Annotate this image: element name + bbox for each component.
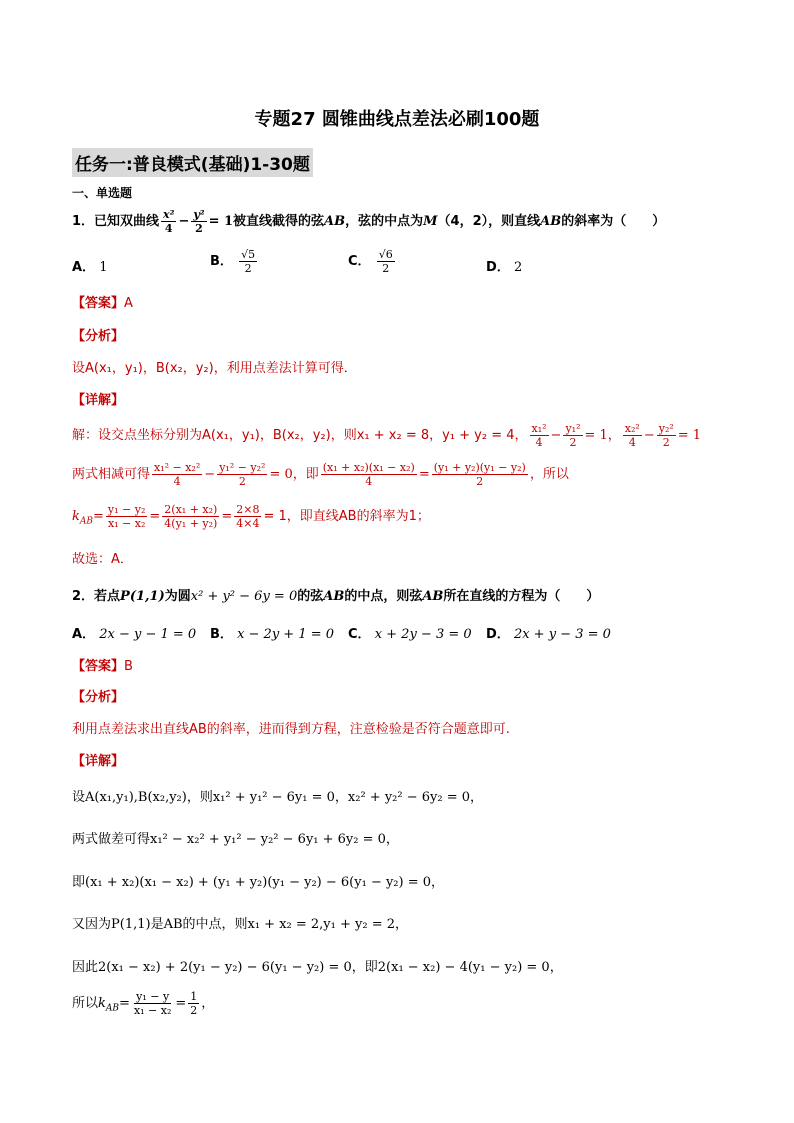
q2-detail-tag: 【详解】 [72,754,125,769]
question-2-stem: 2．若点P(1,1)为圆x² + y² − 6y = 0的弦AB的中点，则弦AB所在直线的方程为（ ） [72,589,600,604]
q1-detail-line-3: $k_{AB}=$ $\frac{\text{y₁ − y₂}}{\text{x₁ − x₂}}$ = $\frac{\text{2(x₁ + x₂)}}{\text{4(y₁ + y₂)}}$ = $\frac{2\times 8}{4\times 4}$ = 1，即直线AB的斜率为1； [72,503,430,530]
q1-option-c[interactable]: C． $\frac{√6}{2}$ [348,248,393,275]
q1-detail-line-2: 两式相减可得 $\frac{\text{x₁² − x₂²}}{4}$ − $\frac{\text{y₁² − y₂²}}{2}$ = 0，即 $\frac{\text{(x₁ + x₂)(x₁ − x₂)}}{4}$ = $\frac{\text{(y₁ + y₂)(y₁ − y₂)}}{2}$ ，所以 [72,461,569,488]
q2-analysis: 利用点差法求出直线AB的斜率，进而得到方程，注意检验是否符合题意即可. [72,722,510,737]
page-title: 专题27 圆锥曲线点差法必刷100题 [254,109,540,130]
q2-step-1: 设A(x₁,y₁),B(x₂,y₂)，则x₁² + y₁² − 6y₁ = 0，x₂² + y₂² − 6y₂ = 0， [72,790,484,805]
q2-analysis-tag: 【分析】 [72,690,125,705]
q2-step-3: 即(x₁ + x₂)(x₁ − x₂) + (y₁ + y₂)(y₁ − y₂) − 6(y₁ − y₂) = 0， [72,875,445,890]
q2-answer: 【答案】B [72,659,133,674]
q1-analysis-tag: 【分析】 [72,329,125,344]
q1-choose: 故选：A． [72,552,133,567]
section-heading: 一、单选题 [72,186,133,200]
q2-step-4: 又因为P(1,1)是AB的中点，则x₁ + x₂ = 2,y₁ + y₂ = 2， [72,917,409,932]
q2-step-2: 两式做差可得x₁² − x₂² + y₁² − y₂² − 6y₁ + 6y₂ = 0， [72,832,399,847]
q2-option-d[interactable]: D． 2x + y − 3 = 0 [486,627,611,642]
q1-detail-line-1: 解：设交点坐标分别为A(x₁，y₁)，B(x₂，y₂)，则x₁ + x₂ = 8，y₁ + y₂ = 4， $\frac{\text{x₁²}}{4}$ − $\frac{\text{y₁²}}{2}$ = 1， $\frac{\text{x₂²}}{4}$ − $\frac{\text{y₂²}}{2}$ = 1 [72,422,702,449]
q1-detail-tag: 【详解】 [72,393,125,408]
q2-step-5: 因此2(x₁ − x₂) + 2(y₁ − y₂) − 6(y₁ − y₂) = 0，即2(x₁ − x₂) − 4(y₁ − y₂) = 0， [72,960,563,975]
q1-option-b[interactable]: B． $\frac{√5}{2}$ [210,248,256,275]
q2-option-b[interactable]: B． x − 2y + 1 = 0 [210,627,335,642]
task-heading: 任务一:普良模式(基础)1-30题 [72,148,313,177]
q1-answer: 【答案】A [72,296,133,311]
q1-option-a[interactable]: A． 1 [72,260,108,275]
q1-frac-x: $\frac{\text{x²}}{4}$ [163,208,175,235]
question-1-stem: 1．已知双曲线 $\frac{\text{x²}}{4}$ − $\frac{\text{y²}}{2}$ = 1被直线截得的弦AB，弦的中点为M（4，2），则直线AB的斜率为（ ） [72,208,666,235]
q2-option-a[interactable]: A． 2x − y − 1 = 0 [72,627,197,642]
q2-option-c[interactable]: C． x + 2y − 3 = 0 [348,627,472,642]
q2-step-6: 所以$k_{AB}=$ $\frac{\text{y₁ − y}}{\text{x₁ − x₂}}$ = $\frac{1}{2}$ ， [72,990,215,1017]
q1-analysis: 设A(x₁，y₁)，B(x₂，y₂)，利用点差法计算可得． [72,361,357,376]
q1-frac-y: $\frac{\text{y²}}{2}$ [193,208,205,235]
q1-option-d[interactable]: D． 2 [486,260,523,275]
